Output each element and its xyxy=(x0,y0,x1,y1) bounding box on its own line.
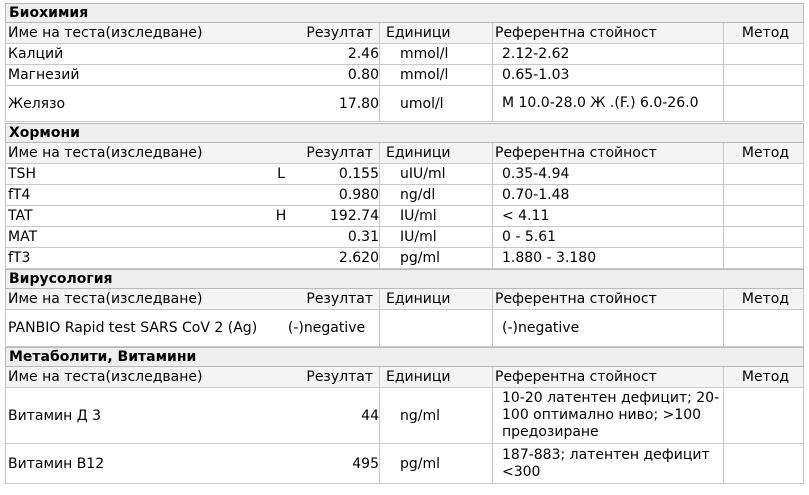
test-name: Витамин Д 3 xyxy=(8,407,101,424)
method xyxy=(723,388,805,443)
header-reference: Референтна стойност xyxy=(492,143,723,163)
units xyxy=(379,310,492,346)
method xyxy=(723,206,805,226)
table-row xyxy=(5,248,804,269)
header-reference: Референтна стойност xyxy=(492,367,723,387)
method xyxy=(723,248,805,268)
units: mmol/l xyxy=(379,44,492,64)
header-result: Резултат xyxy=(306,369,373,385)
column-header-row xyxy=(5,367,804,388)
header-reference: Референтна стойност xyxy=(492,289,723,309)
result-flag: H xyxy=(275,208,287,224)
result-value: 2.46 xyxy=(347,46,379,62)
test-name: TAT xyxy=(8,208,33,224)
table-row xyxy=(5,65,804,86)
method xyxy=(723,164,805,184)
reference-range: 0.65-1.03 xyxy=(492,65,723,85)
method xyxy=(723,444,805,483)
column-header-row xyxy=(5,289,804,310)
test-name: TSH xyxy=(8,166,36,182)
header-units: Единици xyxy=(379,23,492,43)
units: pg/ml xyxy=(379,248,492,268)
reference-range: 0.35-4.94 xyxy=(492,164,723,184)
table-row xyxy=(5,310,804,347)
table-row xyxy=(5,44,804,65)
reference-range: 0.70-1.48 xyxy=(492,185,723,205)
result-value: 495 xyxy=(352,455,379,472)
result-value: 2.620 xyxy=(338,250,379,266)
reference-range: 2.12-2.62 xyxy=(492,44,723,64)
section-title-biochemistry: Биохимия xyxy=(5,3,804,23)
column-header-row xyxy=(5,143,804,164)
reference-range: 187-883; латентен дефицит <300 xyxy=(492,444,723,483)
result-value: 44 xyxy=(361,407,379,424)
table-row xyxy=(5,444,804,484)
test-name: MAT xyxy=(8,229,38,245)
reference-range: (-)negative xyxy=(492,310,723,346)
table-row xyxy=(5,86,804,122)
header-reference: Референтна стойност xyxy=(492,23,723,43)
result-flag xyxy=(264,388,298,443)
units: mmol/l xyxy=(379,65,492,85)
test-name: Витамин B12 xyxy=(8,455,105,472)
result-flag xyxy=(264,185,298,205)
test-name: Калций xyxy=(8,46,64,62)
test-name: Магнезий xyxy=(8,67,80,83)
method xyxy=(723,86,805,121)
result-flag xyxy=(264,65,298,85)
header-method: Метод xyxy=(723,289,805,309)
header-test-name: Име на теста(изследване) xyxy=(8,369,203,385)
section-title-metabolites-vitamins: Метаболити, Витамини xyxy=(5,347,804,367)
result-flag xyxy=(264,227,298,247)
table-row xyxy=(5,227,804,248)
result-flag xyxy=(264,248,298,268)
header-units: Единици xyxy=(379,143,492,163)
table-row xyxy=(5,185,804,206)
reference-range: 10-20 латентен дефицит; 20-100 оптимално ниво; >100 предозиране xyxy=(492,388,723,443)
method xyxy=(723,185,805,205)
reference-range: < 4.11 xyxy=(492,206,723,226)
test-name: fT3 xyxy=(8,250,31,266)
header-method: Метод xyxy=(723,23,805,43)
method xyxy=(723,310,805,346)
method xyxy=(723,44,805,64)
result-value: 0.80 xyxy=(347,67,379,83)
result-flag xyxy=(264,444,298,483)
units: ng/dl xyxy=(379,185,492,205)
header-method: Метод xyxy=(723,143,805,163)
test-name: fT4 xyxy=(8,187,31,203)
table-row xyxy=(5,164,804,185)
header-units: Единици xyxy=(379,289,492,309)
units: umol/l xyxy=(379,86,492,121)
table-row xyxy=(5,388,804,444)
reference-range: 0 - 5.61 xyxy=(492,227,723,247)
section-title-hormones: Хормони xyxy=(5,123,804,143)
units: IU/ml xyxy=(379,206,492,226)
reference-range: 1.880 - 3.180 xyxy=(492,248,723,268)
result-flag: L xyxy=(277,166,285,182)
result-value: 192.74 xyxy=(330,208,379,224)
header-method: Метод xyxy=(723,367,805,387)
header-test-name: Име на теста(изследване) xyxy=(8,25,203,41)
header-units: Единици xyxy=(379,367,492,387)
section-title-virology: Вирусология xyxy=(5,269,804,289)
test-name: PANBIO Rapid test SARS CoV 2 (Ag) xyxy=(8,319,258,336)
result-value: 0.31 xyxy=(347,229,379,245)
header-result: Резултат xyxy=(306,145,373,161)
reference-range: M 10.0-28.0 Ж .(F.) 6.0-26.0 xyxy=(492,86,723,121)
result-value: 0.155 xyxy=(338,166,379,182)
header-test-name: Име на теста(изследване) xyxy=(8,291,203,307)
result-flag xyxy=(264,86,298,121)
result-flag xyxy=(264,44,298,64)
units: pg/ml xyxy=(379,444,492,483)
header-result: Резултат xyxy=(306,25,373,41)
header-test-name: Име на теста(изследване) xyxy=(8,145,203,161)
method xyxy=(723,65,805,85)
units: IU/ml xyxy=(379,227,492,247)
units: ng/ml xyxy=(379,388,492,443)
result-value: 17.80 xyxy=(338,95,379,112)
test-name: Желязо xyxy=(8,95,66,112)
result-value: 0.980 xyxy=(338,187,379,203)
table-row xyxy=(5,206,804,227)
method xyxy=(723,227,805,247)
column-header-row xyxy=(5,23,804,44)
header-result: Резултат xyxy=(306,291,373,307)
units: uIU/ml xyxy=(379,164,492,184)
result-value: (-)negative xyxy=(287,320,366,336)
